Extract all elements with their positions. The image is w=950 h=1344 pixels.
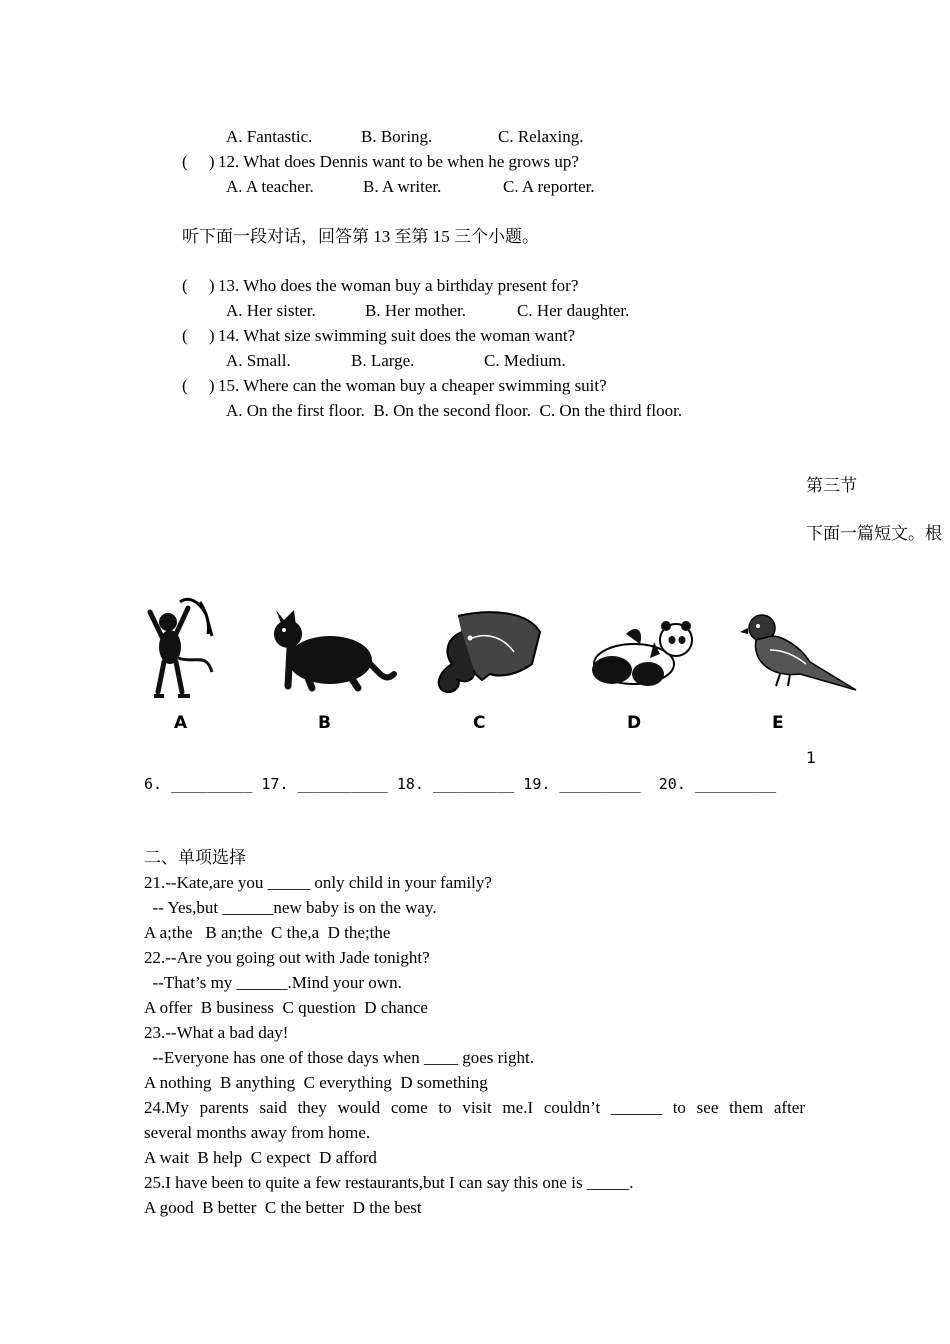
- q11-option-b: B. Boring.: [361, 127, 433, 146]
- q14-option-a: A. Small.: [226, 351, 291, 370]
- q22-options: A offer B business C question D chance: [144, 998, 428, 1017]
- panda-icon: [588, 614, 700, 690]
- q22-question: 22.--Are you going out with Jade tonight?: [144, 948, 430, 967]
- q14-option-b: B. Large.: [351, 351, 415, 370]
- q11-option-a: A. Fantastic.: [226, 127, 313, 146]
- q24-options: A wait B help C expect D afford: [144, 1148, 377, 1167]
- picture-label-b: B: [318, 713, 331, 733]
- q15-question: 15. Where can the woman buy a cheaper swimming suit?: [218, 376, 607, 395]
- q21-question: 21.--Kate,are you _____ only child in your family?: [144, 873, 492, 892]
- monkey-icon: [140, 592, 220, 704]
- q13-answer-paren: ( ): [182, 276, 215, 295]
- q22-reply: --That’s my ______.Mind your own.: [144, 973, 402, 992]
- q12-option-a: A. A teacher.: [226, 177, 314, 196]
- q23-reply: --Everyone has one of those days when ____ goes right.: [144, 1048, 534, 1067]
- picture-label-d: D: [627, 713, 642, 733]
- q12-question: 12. What does Dennis want to be when he grows up?: [218, 152, 579, 171]
- q13-option-b: B. Her mother.: [365, 301, 467, 320]
- q15-options: A. On the first floor. B. On the second floor. C. On the third floor.: [226, 401, 683, 420]
- picture-answer-blanks: 6. _________ 17. __________ 18. _________ 19. _________ 20. _________: [144, 775, 777, 793]
- stray-number: 1: [806, 748, 817, 767]
- q24-question-line1: 24.My parents said they would come to visit me.I couldn’t ______ to see them after: [144, 1098, 805, 1117]
- q12-answer-paren: ( ): [182, 152, 215, 171]
- q21-reply: -- Yes,but ______new baby is on the way.: [144, 898, 437, 917]
- bird-icon: [740, 610, 858, 694]
- q14-question: 14. What size swimming suit does the woman want?: [218, 326, 576, 345]
- q12-option-b: B. A writer.: [363, 177, 442, 196]
- q14-answer-paren: ( ): [182, 326, 215, 345]
- elephant-icon: [432, 608, 544, 696]
- q23-options: A nothing B anything C everything D something: [144, 1073, 488, 1092]
- q13-question: 13. Who does the woman buy a birthday present for?: [218, 276, 579, 295]
- picture-label-c: C: [473, 713, 486, 733]
- q12-option-c: C. A reporter.: [503, 177, 595, 196]
- picture-label-e: E: [772, 713, 784, 733]
- picture-label-a: A: [174, 713, 188, 733]
- cat-icon: [268, 604, 398, 694]
- q15-answer-paren: ( ): [182, 376, 215, 395]
- q13-option-a: A. Her sister.: [226, 301, 316, 320]
- q25-question: 25.I have been to quite a few restaurants,but I can say this one is _____.: [144, 1173, 634, 1192]
- q25-options: A good B better C the better D the best: [144, 1198, 422, 1217]
- q11-option-c: C. Relaxing.: [498, 127, 584, 146]
- single-choice-heading: 二、单项选择: [144, 848, 246, 867]
- section3-intro: 下面一篇短文。根: [806, 524, 942, 543]
- q21-options: A a;the B an;the C the,a D the;the: [144, 923, 391, 942]
- q14-option-c: C. Medium.: [484, 351, 566, 370]
- q24-question-line2: several months away from home.: [144, 1123, 371, 1142]
- section3-heading: 第三节: [806, 476, 857, 495]
- listening-instruction: 听下面一段对话，回答第 13 至第 15 三个小题。: [182, 227, 539, 246]
- q23-question: 23.--What a bad day!: [144, 1023, 289, 1042]
- q13-option-c: C. Her daughter.: [517, 301, 630, 320]
